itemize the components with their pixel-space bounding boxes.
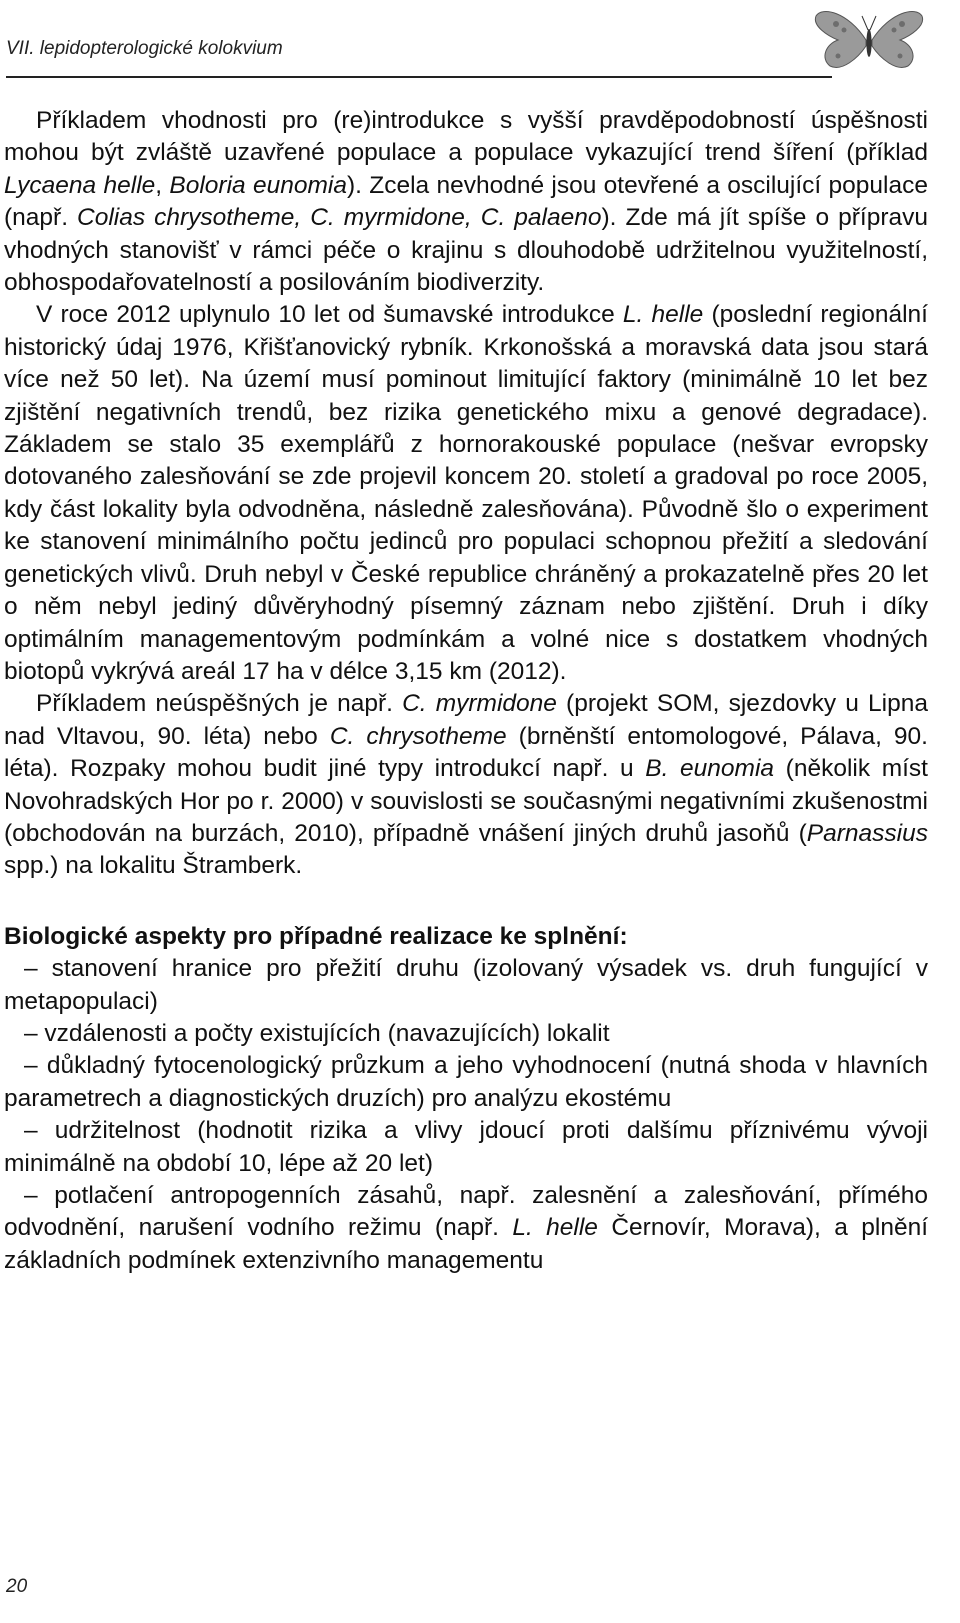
text-run: Příkladem vhodnosti pro (re)introdukce s vyšší pravděpodobností úspěšnosti mohou být zvláště uzavřené populace a populace vykazující trend šíření (příklad [4, 107, 928, 167]
text-run: Příkladem neúspěšných je např. [36, 690, 403, 718]
text-run: (poslední regionální historický údaj 1976, Křišťanovický rybník. Krkonošská a moravská data jsou stará více než 50 let). Na území musí pominout limitující faktory (minimálně 10 let bez zjištění negativních trendů, bez rizika genetického mixu a genové degradace). Základem se stalo 35 exemplářů z hornorakouské populace (nešvar evropsky dotovaného zalesňování se zde projevil koncem 20. století a gradoval po roce 2005, kdy část lokality byla odvodněna, následně zalesňována). Původně šlo o experiment ke stanovení minimálního počtu jedinců pro populaci schopnou přežití a sledování genetických vlivů. Druh nebyl v České republice chráněný a prokazatelně přes 20 let o něm nebyl jediný důvěryhodný písemný záznam nebo zjištění. Druh i díky optimálním managementovým podmínkám a volné nice s dostatkem vhodných biotopů vykrývá areál 17 ha v délce 3,15 km (2012). [4, 301, 928, 685]
paragraph-2 [4, 299, 928, 688]
text-run: (několik míst Novohradských Hor po r. 2000) v souvislosti se současnými negativními zkušenostmi (obchodován na burzách, 2010), případně vnášení jiných druhů jasoňů ( [4, 755, 928, 847]
text-run: (projekt SOM, sjezdovky u Lipna nad Vltavou, 90. léta) nebo [4, 690, 928, 750]
list-item [4, 953, 928, 1018]
text-run: – potlačení antropogenních zásahů, např. zalesnění a zalesňování, přímého odvodnění, narušení vodního režimu (např. [4, 1182, 928, 1242]
list-item [4, 1180, 928, 1277]
list-item [4, 1050, 928, 1115]
running-header [6, 0, 832, 78]
page-number: 20 [6, 1576, 28, 1597]
text-run: – důkladný fytocenologický průzkum a jeho vyhodnocení (nutná shoda v hlavních parametrech a diagnostických druzích) pro analýzu ekostému [4, 1052, 928, 1112]
text-run: ). Zde má jít spíše o přípravu vhodných stanovišť v rámci péče o krajinu s dlouhodobě udržitelnou využitelností, obhospodařovatelností a posilováním biodiverzity. [4, 204, 928, 297]
species-name: L. helle [512, 1214, 598, 1242]
species-name: C. chrysotheme [329, 722, 507, 750]
text-run: Černovír, Morava), a plnění základních podmínek extenzivního managementu [4, 1214, 928, 1274]
species-name: Lycaena helle [4, 171, 156, 199]
butterfly-icon [808, 2, 930, 78]
species-name: L. helle [622, 301, 704, 329]
list-item [4, 1018, 928, 1050]
species-name: Colias chrysotheme, C. myrmidone, C. palaeno [77, 204, 602, 232]
header-title: VII. lepidopterologické kolokvium [6, 38, 283, 59]
species-name: B. eunomia [645, 755, 775, 783]
text-run: ). Zcela nevhodné jsou otevřené a oscilující populace (např. [4, 171, 928, 232]
text-run: spp.) na lokalitu Štramberk. [4, 852, 303, 880]
text-run: – vzdálenosti a počty existujících (navazujících) lokalit [24, 1019, 610, 1047]
species-name: Parnassius [806, 819, 928, 847]
text-run: (brněnští entomologové, Pálava, 90. léta). Rozpaky mohou budit jiné typy introdukcí např. u [4, 722, 928, 783]
paragraph-3 [4, 688, 928, 882]
list-item [4, 1115, 928, 1180]
species-name: Boloria eunomia [169, 171, 347, 199]
paragraph-1 [4, 105, 928, 299]
species-name: C. myrmidone [402, 690, 557, 718]
text-run: , [155, 171, 170, 199]
body-text [4, 105, 928, 1277]
text-run: V roce 2012 uplynulo 10 let od šumavské introdukce [36, 301, 623, 329]
text-run: – udržitelnost (hodnotit rizika a vlivy jdoucí proti dalšímu příznivému vývoji minimálně na období 10, lépe až 20 let) [4, 1117, 928, 1177]
text-run: – stanovení hranice pro přežití druhu (izolovaný výsadek vs. druh fungující v metapopulaci) [4, 955, 928, 1015]
section-heading: Biologické aspekty pro případné realizace ke splnění: [4, 922, 628, 950]
